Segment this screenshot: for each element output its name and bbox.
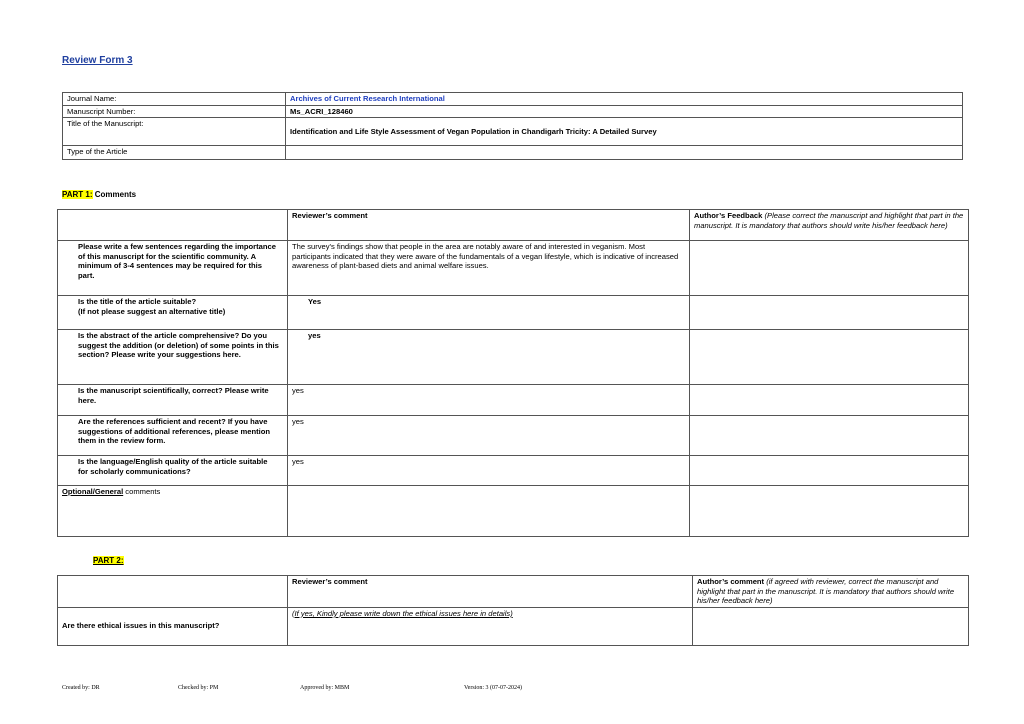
feedback-optional[interactable] bbox=[690, 486, 969, 537]
question-abstract: Is the abstract of the article comprehensive? Do you suggest the addition (or deletion) of some points in this section? Please write your suggestions here. bbox=[58, 330, 288, 385]
question-scientific: Is the manuscript scientifically, correct? Please write here. bbox=[58, 385, 288, 416]
optional-comments-text: comments bbox=[123, 487, 161, 496]
manuscript-info-table bbox=[62, 92, 963, 160]
answer-abstract[interactable]: yes bbox=[288, 330, 690, 385]
feedback-importance[interactable] bbox=[690, 241, 969, 296]
optional-comments-label bbox=[58, 486, 288, 537]
form-title[interactable]: Review Form 3 bbox=[62, 55, 133, 66]
part2-author-header-bold: Author’s comment bbox=[697, 577, 765, 586]
part1-label bbox=[62, 190, 136, 199]
question-language: Is the language/English quality of the article suitable for scholarly communications? bbox=[58, 456, 288, 486]
footer-approved: Approved by: MBM bbox=[300, 685, 350, 691]
part1-label-rest: Comments bbox=[92, 190, 137, 199]
part2-reviewer-header: Reviewer’s comment bbox=[288, 576, 693, 608]
part2-author-header-italic: (if agreed with reviewer, correct the manuscript and highlight that part in the manuscript. It is mandatory that authors should write his/her feedback here) bbox=[697, 577, 955, 606]
footer-checked: Checked by: PM bbox=[178, 685, 219, 691]
part1-header-blank bbox=[58, 210, 288, 241]
part2-author-header bbox=[693, 576, 969, 608]
author-header-bold: Author’s Feedback bbox=[694, 211, 763, 220]
feedback-ethical[interactable] bbox=[693, 607, 969, 645]
manuscript-number-label: Manuscript Number: bbox=[63, 105, 286, 118]
article-type-label: Type of the Article bbox=[63, 146, 286, 160]
feedback-title-suitable[interactable] bbox=[690, 296, 969, 330]
part1-author-header bbox=[690, 210, 969, 241]
answer-references[interactable]: yes bbox=[288, 416, 690, 456]
feedback-scientific[interactable] bbox=[690, 385, 969, 416]
part1-label-highlight: PART 1: bbox=[62, 190, 93, 199]
question-references: Are the references sufficient and recent? If you have suggestions of additional references, please mention them in the review form. bbox=[58, 416, 288, 456]
answer-scientific[interactable]: yes bbox=[288, 385, 690, 416]
article-type-value bbox=[286, 146, 963, 160]
manuscript-title-label: Title of the Manuscript: bbox=[63, 118, 286, 146]
question-ethical: Are there ethical issues in this manuscript? bbox=[58, 607, 288, 645]
answer-importance[interactable]: The survey's findings show that people in the area are notably aware of and interested in veganism. Most participants indicated that they were aware of the fundamentals of a vegan lifestyle, which is indicative of increased awareness of plant-based diets and animal welfare issues. bbox=[288, 241, 690, 296]
question-importance: Please write a few sentences regarding the importance of this manuscript for the scientific community. A minimum of 3-4 sentences may be required for this part. bbox=[58, 241, 288, 296]
manuscript-title-value: Identification and Life Style Assessment of Vegan Population in Chandigarh Tricity: A Detailed Survey bbox=[286, 118, 963, 146]
footer-version: Version: 3 (07-07-2024) bbox=[464, 685, 522, 691]
part2-ethics-table bbox=[57, 575, 969, 646]
answer-optional[interactable] bbox=[288, 486, 690, 537]
feedback-abstract[interactable] bbox=[690, 330, 969, 385]
answer-title-suitable[interactable]: Yes bbox=[288, 296, 690, 330]
part2-header-blank bbox=[58, 576, 288, 608]
feedback-language[interactable] bbox=[690, 456, 969, 486]
part2-label bbox=[93, 556, 124, 565]
part1-comments-table bbox=[57, 209, 969, 537]
feedback-references[interactable] bbox=[690, 416, 969, 456]
journal-name-value: Archives of Current Research International bbox=[286, 93, 963, 106]
optional-general-text: Optional/General bbox=[62, 487, 124, 496]
part1-reviewer-header: Reviewer’s comment bbox=[288, 210, 690, 241]
author-header-italic: (Please correct the manuscript and highlight that part in the manuscript. It is mandatory that authors should write his/her feedback here) bbox=[694, 211, 964, 230]
footer-created: Created by: DR bbox=[62, 685, 100, 691]
question-title-suitable: Is the title of the article suitable? (If not please suggest an alternative title) bbox=[58, 296, 288, 330]
journal-name-label: Journal Name: bbox=[63, 93, 286, 106]
part2-label-highlight: PART 2: bbox=[93, 556, 124, 565]
manuscript-number-value: Ms_ACRI_128460 bbox=[286, 105, 963, 118]
answer-ethical[interactable]: (If yes, Kindly please write down the ethical issues here in details) bbox=[288, 607, 693, 645]
answer-language[interactable]: yes bbox=[288, 456, 690, 486]
